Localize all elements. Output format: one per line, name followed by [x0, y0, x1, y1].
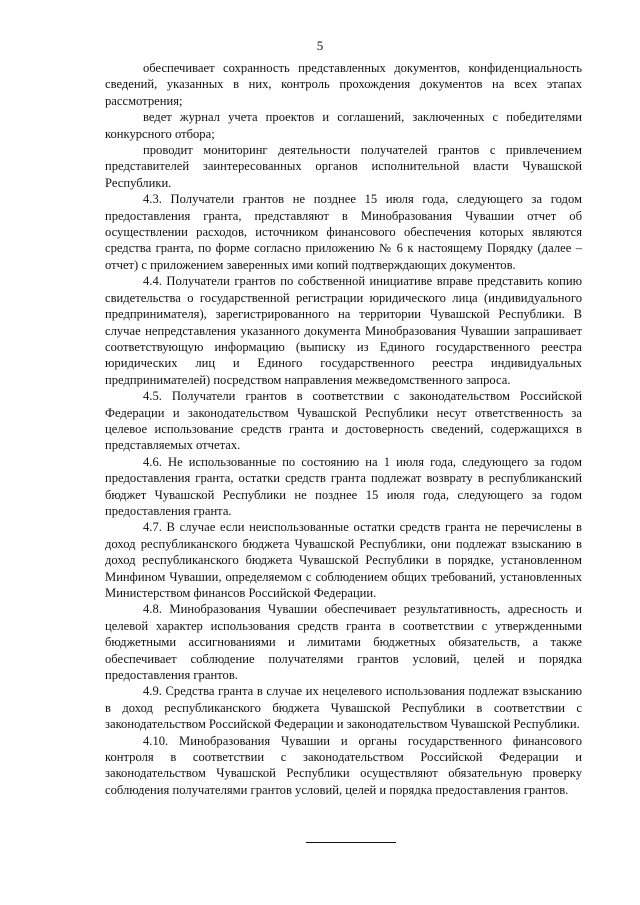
document-body	[105, 60, 582, 798]
page-number: 5	[316, 38, 324, 53]
paragraph-4-9: 4.9. Средства гранта в случае их нецелевого использования подлежат взысканию в доход республиканского бюджета Чувашской Республики в соответствии с законодательством Российской Федерации и законодательством Чувашской Республики.	[105, 684, 582, 732]
paragraph-4-8: 4.8. Минобразования Чувашии обеспечивает результативность, адресность и целевой характер использования средств гранта в соответствии с утвержденными бюджетными ассигнованиями и лимитами бюджетных обязательств, а также обеспечивает соблюдение получателями грантов условий, целей и порядка предоставления грантов.	[105, 602, 582, 683]
end-divider	[306, 842, 396, 843]
paragraph-4-7: 4.7. В случае если неиспользованные остатки средств гранта не перечислены в доход республиканского бюджета Чувашской Республики, они подлежат взысканию в доход республиканского бюджета Чувашской Республики в порядке, установленном Минфином Чувашии, определяемом с соблюдением общих требований, установленных Министерством финансов Российской Федерации.	[105, 520, 582, 600]
paragraph-4-3: 4.3. Получатели грантов не позднее 15 июля года, следующего за годом предоставления гранта, представляют в Минобразования Чувашии отчет об осуществлении расходов, источником финансового обеспечения которых являются средства гранта, по форме согласно приложению № 6 к настоящему Порядку (далее – отчет) с приложением заверенных ими копий подтверждающих документов.	[105, 192, 582, 272]
paragraph-document-safety: обеспечивает сохранность представленных документов, конфиденциальность сведений, указанных в них, контроль прохождения документов на всех этапах рассмотрения;	[105, 61, 582, 108]
paragraph-project-log: ведет журнал учета проектов и соглашений, заключенных с победителями конкурсного отбора;	[105, 110, 582, 141]
paragraph-monitoring: проводит мониторинг деятельности получателей грантов с привлечением представителей заинтересованных органов исполнительной власти Чувашской Республики.	[105, 143, 582, 190]
paragraph-4-4: 4.4. Получатели грантов по собственной инициативе вправе представить копию свидетельства о государственной регистрации юридического лица (индивидуального предпринимателя), зарегистрированного на территории Чувашской Республики. В случае непредставления указанного документа Минобразования Чувашии запрашивает соответствующую информацию (выписку из Единого государственного реестра юридических лиц и Единого государственного реестра индивидуальных предпринимателей) посредством направления межведомственного запроса.	[105, 274, 582, 387]
paragraph-4-10: 4.10. Минобразования Чувашии и органы государственного финансового контроля в соответствии с законодательством Российской Федерации и законодательством Чувашской Республики осуществляют обязательную проверку соблюдения получателями грантов условий, целей и порядка предоставления грантов.	[105, 733, 582, 797]
paragraph-4-5: 4.5. Получатели грантов в соответствии с законодательством Российской Федерации и законодательством Чувашской Республики несут ответственность за целевое использование средств гранта и достоверность сведений, содержащихся в представляемых отчетах.	[105, 389, 582, 453]
paragraph-4-6: 4.6. Не использованные по состоянию на 1 июля года, следующего за годом предоставления гранта, остатки средств гранта подлежат возврату в республиканский бюджет Чувашской Республики не позднее 15 июля года, следующего за годом предоставления гранта.	[105, 454, 582, 518]
